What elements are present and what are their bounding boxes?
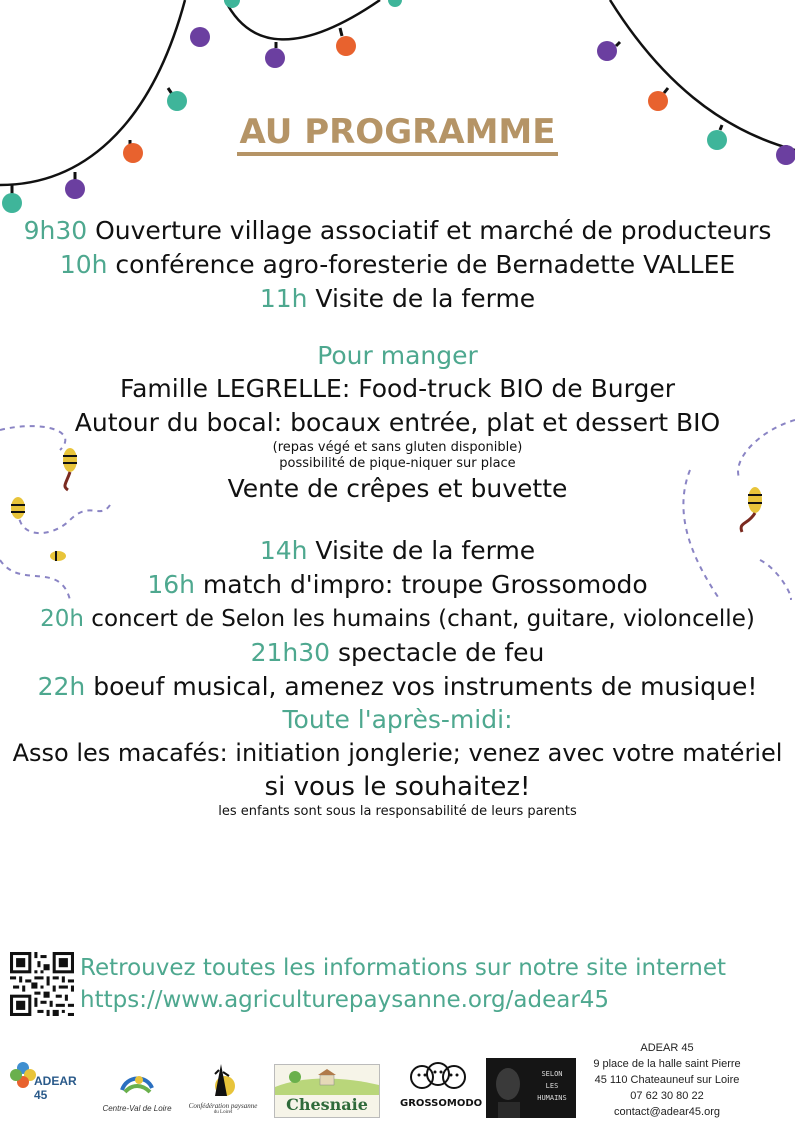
- schedule-item: 20h concert de Selon les humains (chant, guitare, violoncelle): [40, 606, 755, 632]
- portrait-icon: [488, 1058, 528, 1118]
- schedule-item: 16h match d'impro: troupe Grossomodo: [147, 570, 648, 599]
- confederation-logo: Confédération paysanne du Loiret: [188, 1060, 258, 1120]
- contact-address: 9 place de la halle saint Pierre: [593, 1058, 741, 1070]
- chesnaie-landscape-icon: [275, 1065, 379, 1095]
- schedule-item: 14h Visite de la ferme: [259, 536, 536, 565]
- bulb-icon: [167, 88, 187, 111]
- bulb-icon: [65, 172, 85, 199]
- contact-phone: 07 62 30 80 22: [630, 1090, 704, 1102]
- bulb-icon: [2, 185, 22, 213]
- bulb-icon: [597, 41, 620, 61]
- page-title: AU PROGRAMME: [237, 112, 557, 156]
- website-text: Retrouvez toutes les informations sur notre site internet: [80, 955, 727, 981]
- schedule-item: 21h30 spectacle de feu: [250, 638, 545, 667]
- schedule-item: 22h boeuf musical, amenez vos instruments de musique!: [37, 672, 758, 701]
- food-line: Autour du bocal: bocaux entrée, plat et dessert BIO: [74, 408, 721, 437]
- schedule-item: 10h conférence agro-foresterie de Bernadette VALLEE: [59, 250, 736, 279]
- all-afternoon-line: si vous le souhaitez!: [264, 772, 531, 802]
- selon-les-humains-logo: SELON LES HUMAINS: [486, 1058, 576, 1118]
- region-logo: Centre-Val de Loire: [102, 1070, 172, 1120]
- contact-name: ADEAR 45: [640, 1042, 694, 1054]
- region-emblem-icon: [117, 1070, 157, 1100]
- website-url-link[interactable]: https://www.agriculturepaysanne.org/adear45: [80, 987, 610, 1013]
- bulb-icon: [648, 88, 668, 111]
- food-note: (repas végé et sans gluten disponible): [272, 440, 523, 455]
- all-afternoon-heading: Toute l'après-midi:: [282, 705, 513, 734]
- contact-block: [577, 1040, 757, 1120]
- food-heading: Pour manger: [317, 341, 478, 370]
- bulb-icon: [336, 28, 356, 56]
- confederation-emblem-icon: [203, 1060, 243, 1098]
- bulb-icon: [190, 27, 210, 47]
- schedule-item: 11h Visite de la ferme: [259, 284, 536, 313]
- contact-email[interactable]: contact@adear45.org: [614, 1106, 720, 1118]
- all-afternoon-line: Asso les macafés: initiation jonglerie; venez avec votre matériel: [12, 739, 783, 767]
- grossomodo-logo: GROSSOMODO: [400, 1060, 476, 1118]
- schedule-item: 9h30 Ouverture village associatif et marché de producteurs: [23, 216, 772, 245]
- contact-address: 45 110 Chateauneuf sur Loire: [594, 1074, 740, 1086]
- adear-logo: ADEAR 45: [8, 1060, 92, 1100]
- chesnaie-logo: Chesnaie: [274, 1064, 380, 1118]
- food-note: possibilité de pique-niquer sur place: [279, 456, 516, 471]
- bulb-icon: [265, 42, 285, 68]
- all-afternoon-note: les enfants sont sous la responsabilité de leurs parents: [218, 804, 577, 819]
- food-line: Famille LEGRELLE: Food-truck BIO de Burger: [120, 374, 675, 403]
- website-block: [80, 952, 726, 1016]
- program-content: [0, 214, 795, 820]
- food-line: Vente de crêpes et buvette: [227, 474, 568, 503]
- qr-code-icon[interactable]: [10, 952, 74, 1016]
- grossomodo-faces-icon: [408, 1060, 468, 1094]
